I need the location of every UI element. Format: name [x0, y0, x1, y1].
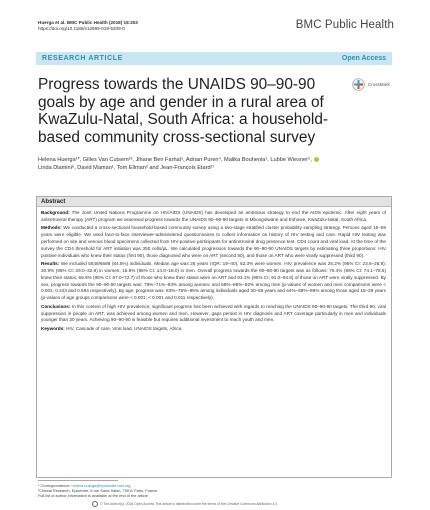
- author-line-2: Linda Dlamini⁶, David Maman¹, Tom Ellman² and Jean-François Etard¹⁷: [38, 165, 215, 172]
- abstract-body: [41, 210, 386, 334]
- doi-link[interactable]: https://doi.org/10.1186/s12889-018-5208-0: [38, 26, 125, 32]
- footnote-divider: [38, 480, 118, 481]
- crossmark-label: CrossMark: [368, 81, 390, 87]
- correspondence-email[interactable]: helena.huerga@epicentre.msf.org: [71, 483, 131, 488]
- abstract-results: Results: We included 5649/6688 (84.5%) individuals. Median age was 26 years (IQR: 19–40), 62.3% were women. HIV prevalence was 25.2% (95% CI: 23.6–26.9): 30.9% (95% CI: 29.0–32.9) in women; 15.9% (95% CI: 14.0–18.0) in men. Overall progress towards the 90–90-90 targets was as follows: 76.4% (95% CI: 74.1–78.6) knew their status, 69.9% (95% CI: 67.0–72.7) of those who knew their status were on ART and 93.1% (95% CI: 91.0–94.8) of those on ART were virally suppressed. By sex, progress towards the 90–90-90 targets was: 79%–71%–93% among women; and 68%–68%–92% among men (p-values of women and men comparisons were < 0.001; 0.443 and 0.584 respectively). By age, progress was: 83%–75%–95% among individuals aged 30–59 years and 64%–58%–89% among those aged 15–29 years (p-values of age groups comparisons were < 0.001; < 0.001 and 0.011 respectively).: [41, 261, 386, 301]
- abstract-keywords: Keywords: HIV, Cascade of care, Viral load, UNAIDS targets, Africa: [41, 325, 182, 331]
- abstract-box: [36, 196, 392, 478]
- crossmark-icon: [352, 78, 365, 91]
- citation-text: Huerga et al. BMC Public Health (2018) 18:303: [38, 20, 138, 25]
- author-line-1: Helena Huerga¹*, Gilles Van Cutsem²³, Jihane Ben Farhat¹, Adrian Puren⁴, Malika Bouhenia¹, Lubbe Wiesner⁵,: [38, 156, 392, 164]
- citation-block: [38, 20, 138, 33]
- license-line: © The Author(s). 2018 Open Access This article is distributed under the terms of the Creative Commons Attribution 4.0: [92, 501, 277, 507]
- orcid-icon[interactable]: [314, 157, 319, 162]
- abstract-background: Background: The Joint United Nations Programme on HIV/AIDS (UNAIDS) has developed an ambitious strategy to end the AIDS epidemic. After eight years of antiretroviral therapy (ART) program we assessed progress towards the UNAIDS 90–90-90 targets in Mbongolwane and Eshowe, KwaZulu-Natal, South Africa.: [41, 210, 386, 222]
- copyright-icon: [92, 501, 98, 507]
- crossmark-badge[interactable]: [352, 74, 392, 94]
- author-info-note: Full list of author information is available at the end of the article: [38, 493, 148, 499]
- open-access-label: Open Access: [341, 55, 386, 62]
- correspondence-line: * Correspondence: helena.huerga@epicentre.msf.org: [38, 483, 131, 488]
- abstract-heading: Abstract: [37, 197, 391, 207]
- author-list: [38, 156, 392, 173]
- article-type-label: RESEARCH ARTICLE: [42, 55, 123, 62]
- article-title: Progress towards the UNAIDS 90–90-90 goals by age and gender in a rural area of KwaZulu-Natal, South Africa: a household-based community cross-sectional survey: [38, 76, 329, 146]
- journal-name: BMC Public Health: [295, 19, 394, 31]
- abstract-methods: Methods: We conducted a cross-sectional household-based community survey using a two-stage stratified cluster probability sampling strategy. Persons aged 15–59 years were eligible. We used face-to-face interviewer-administered questionnaires to collect information on history of HIV testing and care. Rapid HIV testing was performed on site and venous blood specimens collected from HIV-positive participants for antiretroviral drug presence test, CD4 count and viral load. At the time of the survey the CD4 threshold for ART initiation was 350 cells/µL. We calculated progression towards the 90–90-90 UNAIDS targets by estimating three proportions: HIV positive individuals who knew their status (first 90), those diagnosed who were on ART (second 90), and those on ART who were virally suppressed (third 90).: [41, 225, 386, 258]
- footnotes: [38, 483, 157, 499]
- abstract-conclusions: Conclusions: In this context of high HIV prevalence, significant progress has been achieved with regards to reaching the UNAIDS 90–90-90 targets. The third 90, viral suppression in people on ART, was achieved among women and men. However, gaps persist in HIV diagnosis and ART coverage particularly in men and individuals younger than 30 years. Achieving 90–90-90 is feasible but requires additional investment to reach youth and men.: [41, 303, 386, 323]
- affiliation-line: ¹Clinical Research, Epicentre, 8 rue Saint-Sabin, 75011 Paris, France: [38, 488, 158, 494]
- article-type-banner: [36, 52, 392, 65]
